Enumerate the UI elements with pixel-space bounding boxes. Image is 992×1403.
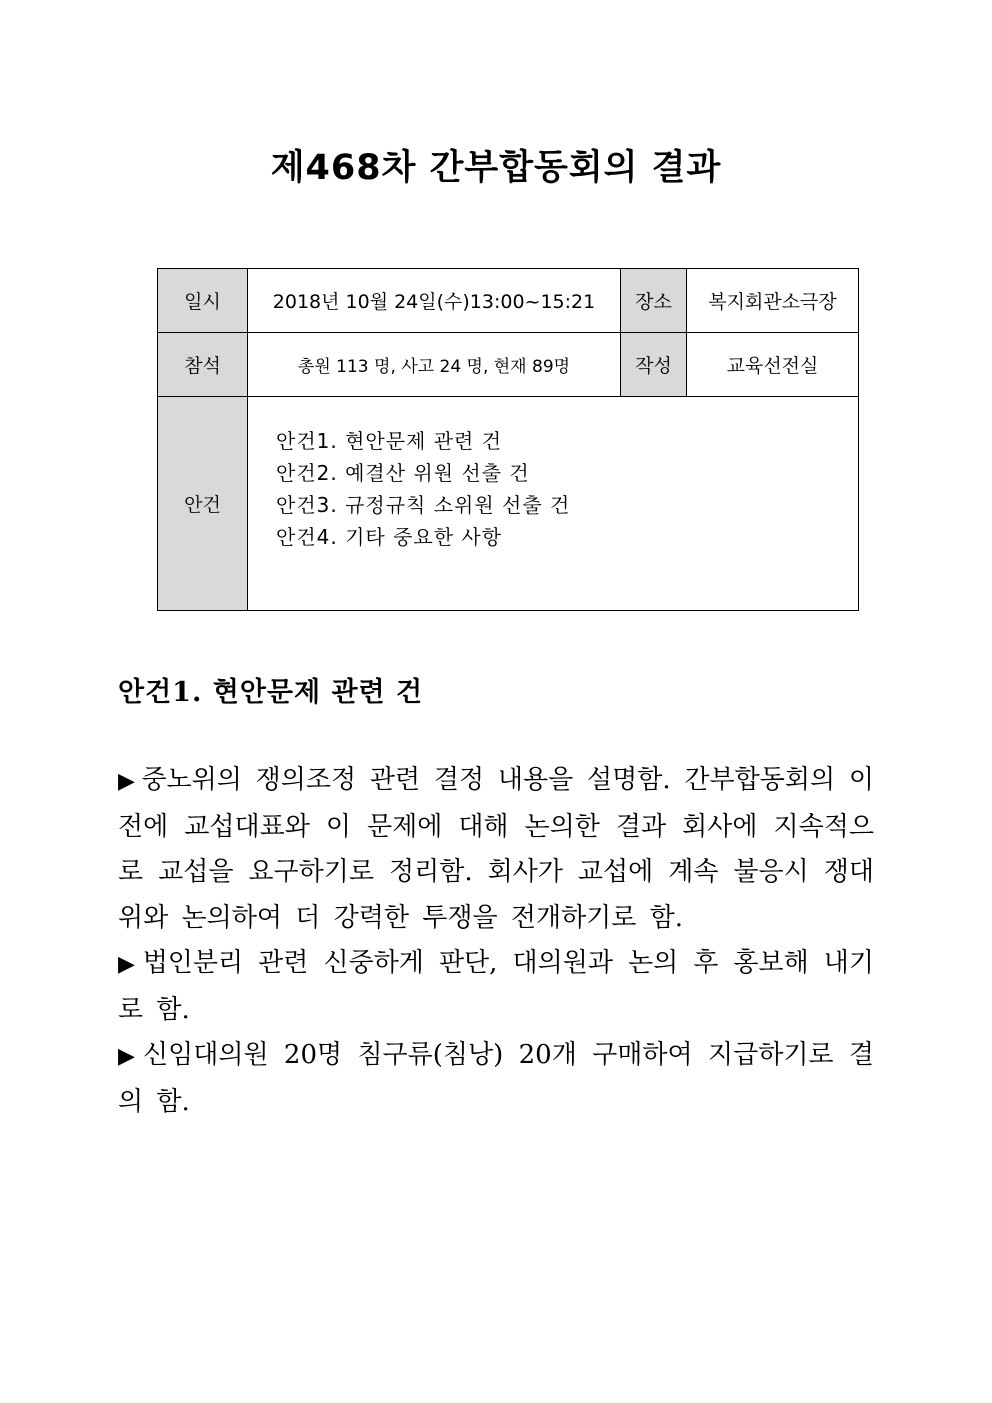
triangle-bullet-icon: ▶ [118,952,137,977]
agenda-label: 안건 [158,397,248,611]
agenda-cell [248,397,859,611]
body-paragraph [118,941,874,1033]
writer-label: 작성 [621,333,687,397]
date-value: 2018년 10월 24일(수)13:00~15:21 [248,269,621,333]
agenda-list [248,397,858,553]
triangle-bullet-icon: ▶ [118,769,136,794]
attendance-label: 참석 [158,333,248,397]
meeting-info-table [157,268,859,611]
date-label: 일시 [158,269,248,333]
section-body [118,758,874,1125]
paragraph-text: 법인분리 관련 신중하게 판단, 대의원과 논의 후 홍보해 내기로 함. [118,948,874,1025]
body-paragraph [118,1033,874,1125]
agenda-item: 안건3. 규정규칙 소위원 선출 건 [276,493,571,517]
section-title: 안건1. 현안문제 관련 건 [118,677,424,708]
table-row [158,397,859,611]
agenda-item: 안건2. 예결산 위원 선출 건 [276,461,530,485]
triangle-bullet-icon: ▶ [118,1044,137,1069]
body-paragraph [118,758,874,941]
place-value: 복지회관소극장 [687,269,859,333]
paragraph-text: 신임대의원 20명 침구류(침낭) 20개 구매하여 지급하기로 결의 함. [118,1040,874,1117]
agenda-item: 안건1. 현안문제 관련 건 [276,429,503,453]
table-row [158,333,859,397]
document-title: 제468차 간부합동회의 결과 [270,148,722,188]
table-row [158,269,859,333]
agenda-item: 안건4. 기타 중요한 사항 [276,525,503,549]
place-label: 장소 [621,269,687,333]
attendance-value: 총원 113 명, 사고 24 명, 현재 89명 [248,333,621,397]
writer-value: 교육선전실 [687,333,859,397]
paragraph-text: 중노위의 쟁의조정 관련 결정 내용을 설명함. 간부합동회의 이전에 교섭대표와 이 문제에 대해 논의한 결과 회사에 지속적으로 교섭을 요구하기로 정리함. 회사가 교섭에 계속 불응시 쟁대위와 논의하여 더 강력한 투쟁을 전개하기로 함. [118,765,874,933]
